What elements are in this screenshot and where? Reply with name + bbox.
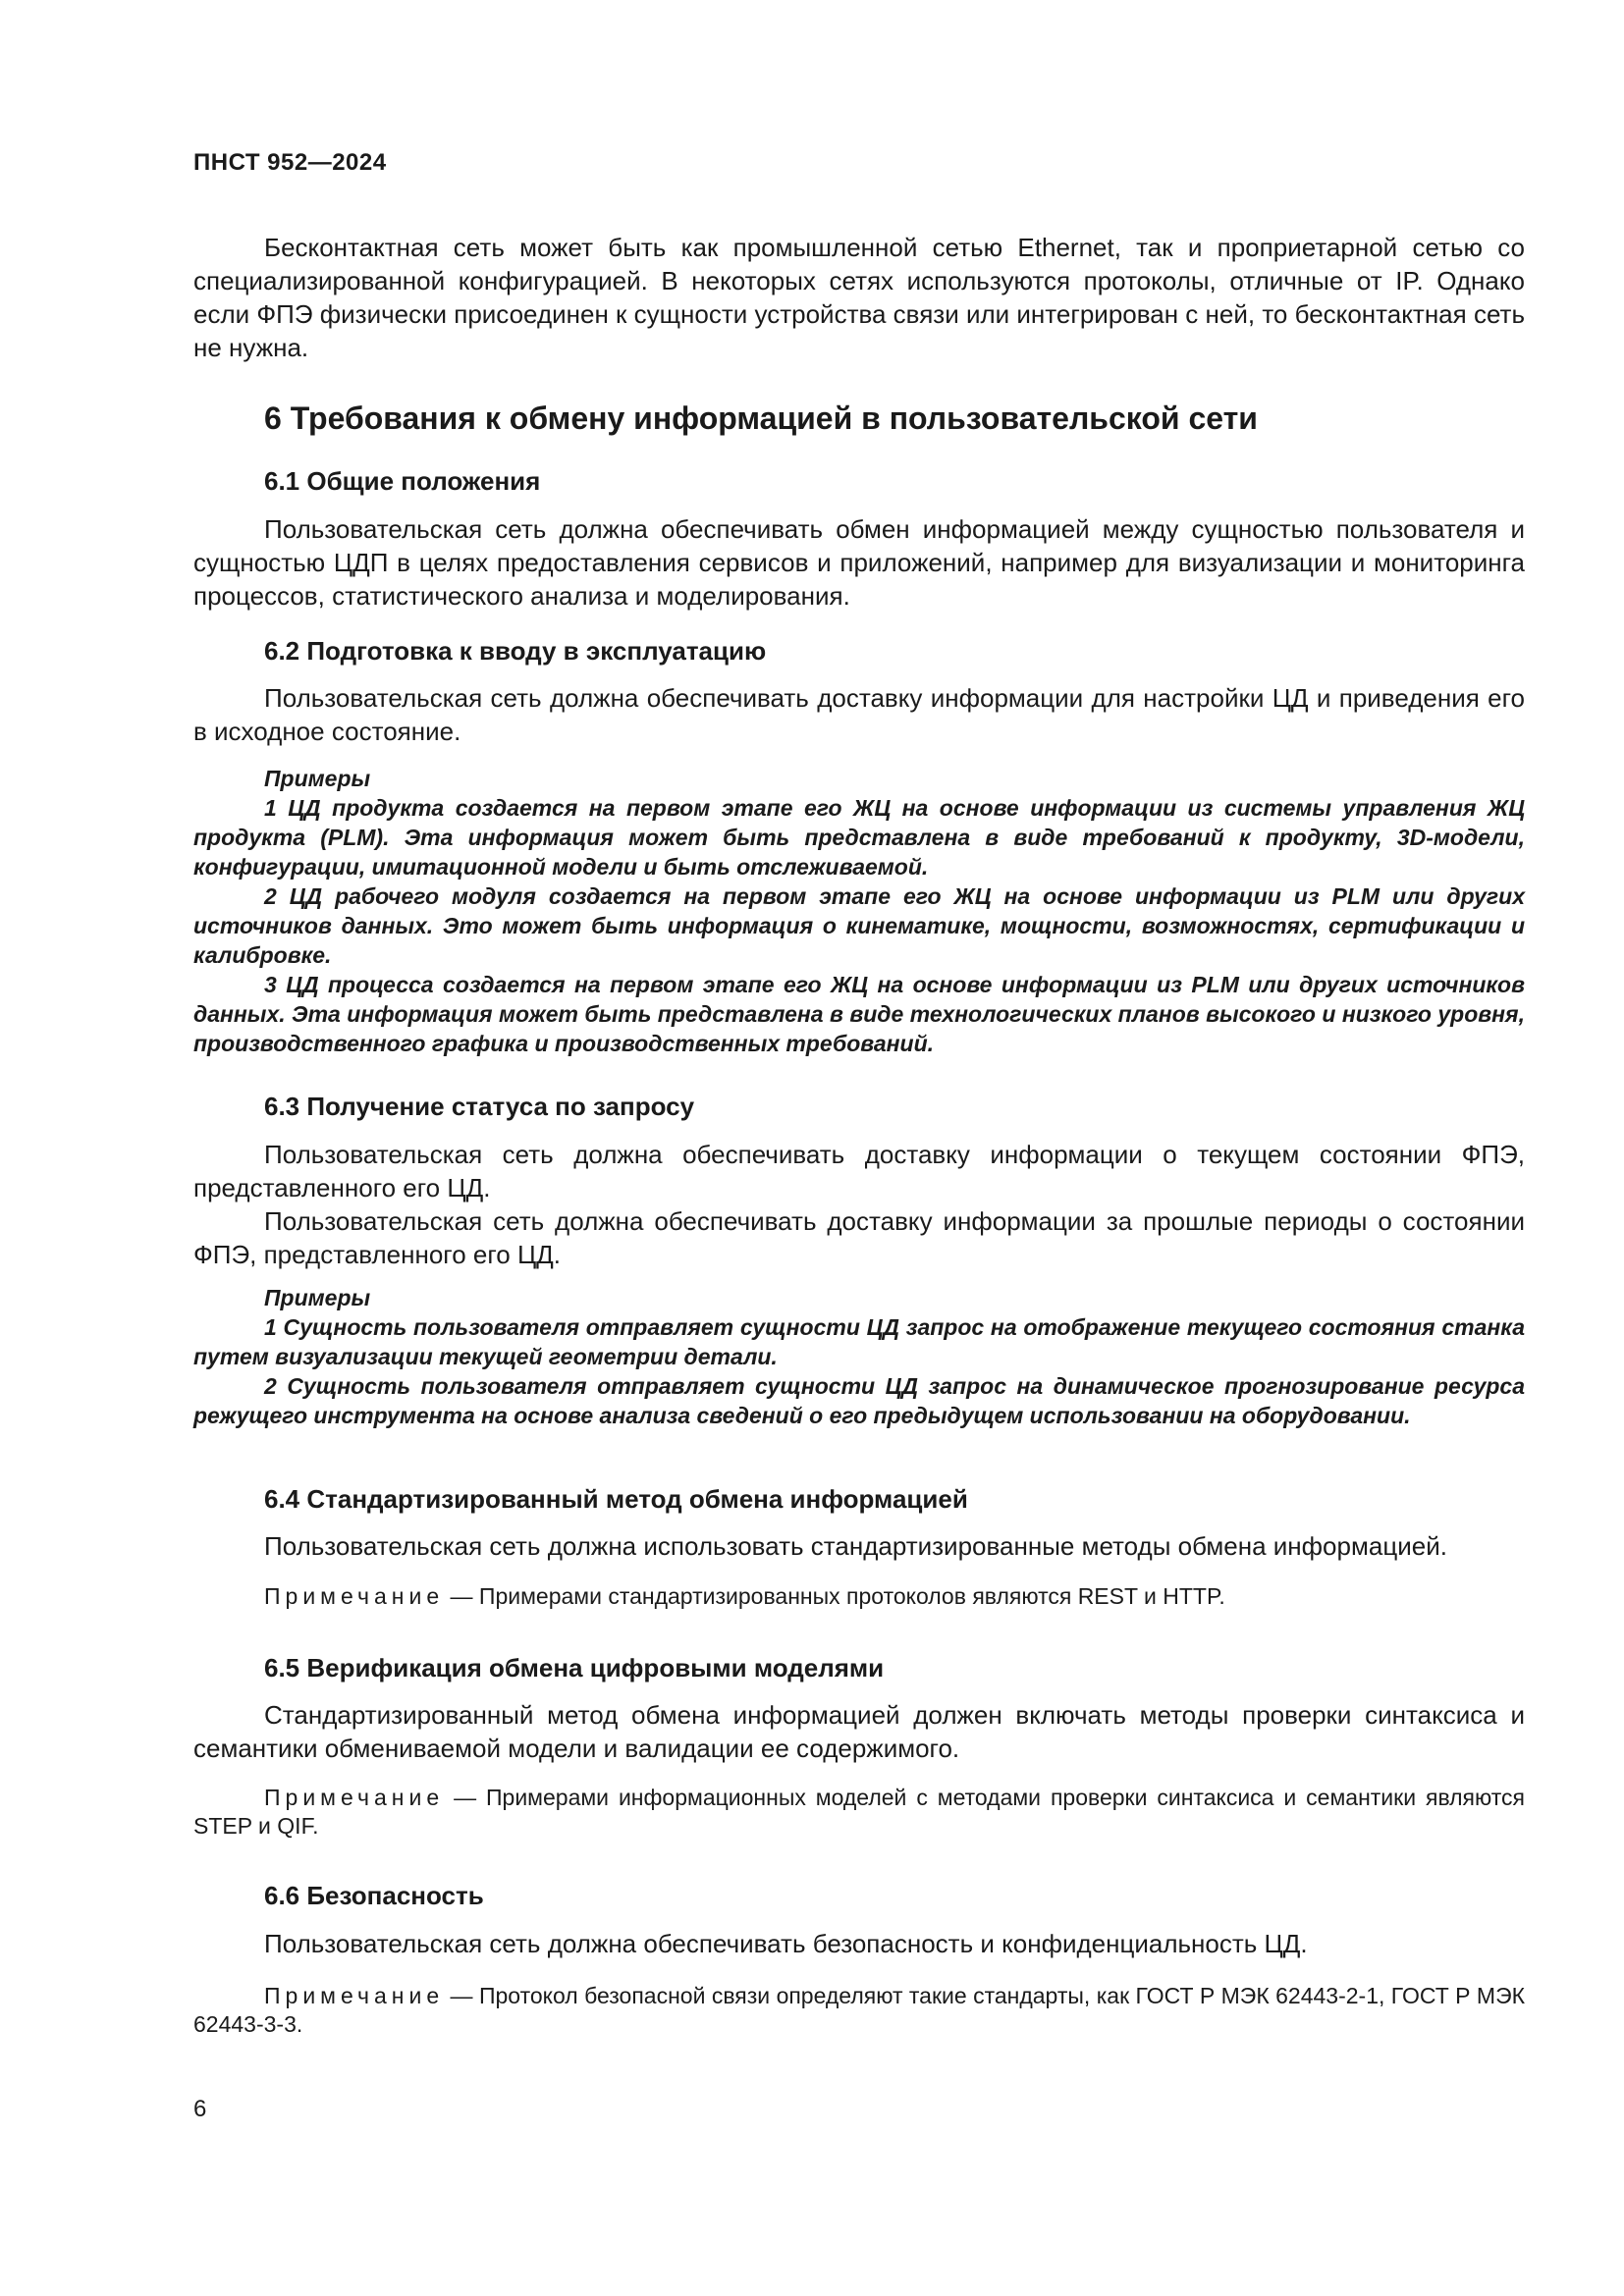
section-6-2-title: 6.2 Подготовка к вводу в эксплуатацию — [264, 636, 767, 666]
intro-text: Бесконтактная сеть может быть как промышленной сетью Ethernet, так и проприетарной сетью со специализированной конфигурацией. В некоторых сетях используются протоколы, отличные от IP. Однако если ФПЭ физически присоединен к сущности устройства связи или интегрирован с ней, то бесконтактная сеть не нужна. — [193, 233, 1525, 362]
section-6-5-title: 6.5 Верификация обмена цифровыми моделями — [264, 1653, 885, 1682]
section-6-1-title: 6.1 Общие положения — [264, 466, 541, 496]
section-6-5-note — [193, 1784, 1525, 1841]
page-number: 6 — [193, 2096, 207, 2122]
section-6-2-text: Пользовательская сеть должна обеспечивать доставку информации для настройки ЦД и приведения его в исходное состояние. — [193, 683, 1525, 746]
section-6-4-note — [193, 1582, 1525, 1611]
section-6-5-body — [193, 1698, 1525, 1765]
example-item: 2 ЦД рабочего модуля создается на первом этапе его ЖЦ на основе информации из PLM или других источников данных. Это может быть информация о кинематике, мощности, возможностях, сертификации и калибровке. — [193, 883, 1525, 968]
note-text: — Примерами стандартизированных протоколов являются REST и HTTP. — [444, 1583, 1225, 1609]
section-6-4-title: 6.4 Стандартизированный метод обмена информацией — [264, 1484, 968, 1514]
section-6-6-note — [193, 1982, 1525, 2039]
section-6-6-title: 6.6 Безопасность — [264, 1881, 484, 1910]
section-6-1-text: Пользовательская сеть должна обеспечивать обмен информацией между сущностью пользователя и сущностью ЦДП в целях предоставления сервисов и приложений, например для визуализации и мониторинга процессов, статистического анализа и моделирования. — [193, 514, 1525, 611]
note-label: Примечание — [264, 1785, 445, 1810]
section-6-2-body — [193, 681, 1525, 748]
section-6-3-title: 6.3 Получение статуса по запросу — [264, 1092, 695, 1121]
examples-label: Примеры — [264, 766, 371, 791]
section-6-3-text-2: Пользовательская сеть должна обеспечивать доставку информации за прошлые периоды о состоянии ФПЭ, представленного его ЦД. — [193, 1206, 1525, 1269]
section-6-5-text: Стандартизированный метод обмена информацией должен включать методы проверки синтаксиса и семантики обмениваемой модели и валидации ее содержимого. — [193, 1700, 1525, 1763]
document-code: ПНСТ 952—2024 — [193, 149, 387, 176]
note-text: — Протокол безопасной связи определяют такие стандарты, как ГОСТ Р МЭК 62443-2-1, ГОСТ Р МЭК 62443-3-3. — [193, 1983, 1525, 2037]
intro-paragraph — [193, 231, 1525, 364]
example-item: 1 Сущность пользователя отправляет сущности ЦД запрос на отображение текущего состояния станка путем визуализации текущей геометрии детали. — [193, 1314, 1525, 1369]
section-6-2-examples — [193, 764, 1525, 1058]
note-label: Примечание — [264, 1983, 445, 2008]
section-6-3-body — [193, 1138, 1525, 1271]
section-6-3-examples — [193, 1283, 1525, 1430]
examples-label: Примеры — [264, 1285, 371, 1310]
section-6-6-body — [193, 1927, 1525, 1960]
example-item: 1 ЦД продукта создается на первом этапе его ЖЦ на основе информации из системы управления ЖЦ продукта (PLM). Эта информация может быть представлена в виде требований к продукту, 3D-модели, конфигурации, имитационной модели и быть отслеживаемой. — [193, 795, 1525, 880]
section-6-6-text: Пользовательская сеть должна обеспечивать безопасность и конфиденциальность ЦД. — [264, 1929, 1308, 1958]
note-label: Примечание — [264, 1583, 445, 1609]
section-6-4-text: Пользовательская сеть должна использовать стандартизированные методы обмена информацией. — [264, 1531, 1447, 1561]
example-item: 3 ЦД процесса создается на первом этапе его ЖЦ на основе информации из PLM или других источников данных. Эта информация может быть представлена в виде технологических планов высокого и низкого уровня, производственного графика и производственных требований. — [193, 972, 1525, 1056]
note-text: — Примерами информационных моделей с методами проверки синтаксиса и семантики являются STEP и QIF. — [193, 1785, 1525, 1839]
section-6-title: 6 Требования к обмену информацией в пользовательской сети — [264, 400, 1258, 436]
section-6-1-body — [193, 512, 1525, 613]
section-6-4-body — [193, 1529, 1525, 1563]
example-item: 2 Сущность пользователя отправляет сущности ЦД запрос на динамическое прогнозирование ресурса режущего инструмента на основе анализа сведений о его предыдущем использовании на оборудовании. — [193, 1373, 1525, 1428]
section-6-3-text-1: Пользовательская сеть должна обеспечивать доставку информации о текущем состоянии ФПЭ, представленного его ЦД. — [193, 1140, 1525, 1202]
